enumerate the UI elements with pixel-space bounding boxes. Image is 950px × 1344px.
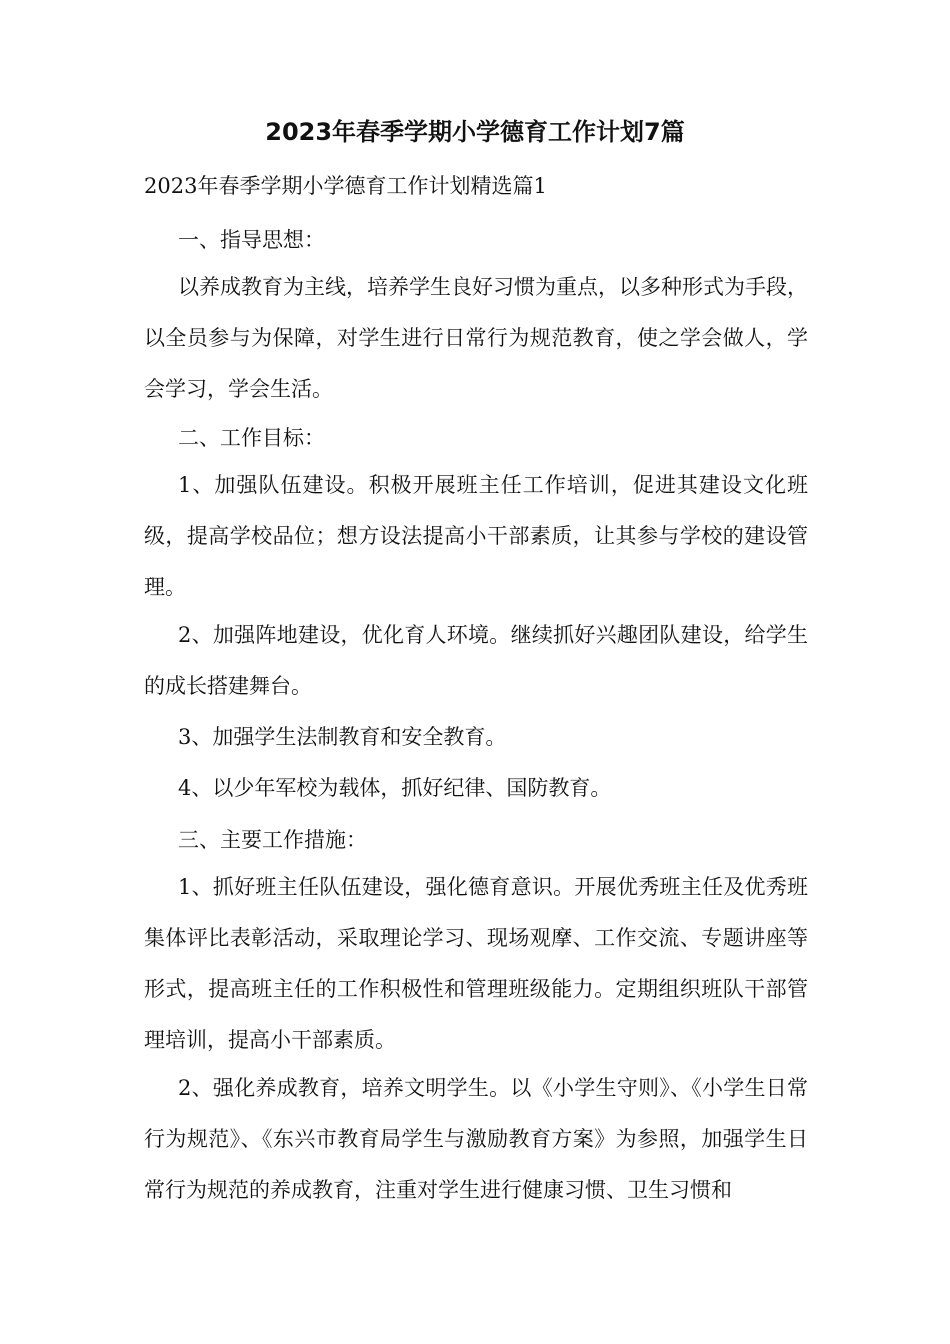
goal-item-2: 2、加强阵地建设，优化育人环境。继续抓好兴趣团队建设，给学生的成长搭建舞台。: [144, 623, 808, 698]
section-heading-guiding-ideology: 一、指导思想：: [178, 228, 325, 252]
section-heading-work-goals: 二、工作目标：: [178, 426, 325, 450]
goal-item-1: 1、加强队伍建设。积极开展班主任工作培训，促进其建设文化班级，提高学校品位；想方设法提高小干部素质，让其参与学校的建设管理。: [144, 473, 808, 599]
measure-item-1: 1、抓好班主任队伍建设，强化德育意识。开展优秀班主任及优秀班集体评比表彰活动，采取理论学习、现场观摩、工作交流、专题讲座等形式，提高班主任的工作积极性和管理班级能力。定期组织班队干部管理培训，提高小干部素质。: [144, 875, 808, 1052]
goal-item-3: 3、加强学生法制教育和安全教育。: [178, 725, 507, 749]
measure-item-2: 2、强化养成教育，培养文明学生。以《小学生守则》、《小学生日常行为规范》、《东兴市教育局学生与激励教育方案》为参照，加强学生日常行为规范的养成教育，注重对学生进行健康习惯、卫生习惯和: [144, 1076, 808, 1202]
goal-item-4: 4、以少年军校为载体，抓好纪律、国防教育。: [178, 776, 612, 800]
document-subtitle: 2023年春季学期小学德育工作计划精选篇1: [144, 174, 547, 198]
paragraph-guiding-ideology: 以养成教育为主线，培养学生良好习惯为重点，以多种形式为手段，以全员参与为保障，对学生进行日常行为规范教育，使之学会做人，学会学习，学会生活。: [144, 275, 808, 401]
document-title: 2023年春季学期小学德育工作计划7篇: [265, 118, 685, 146]
section-heading-main-measures: 三、主要工作措施：: [178, 828, 367, 852]
